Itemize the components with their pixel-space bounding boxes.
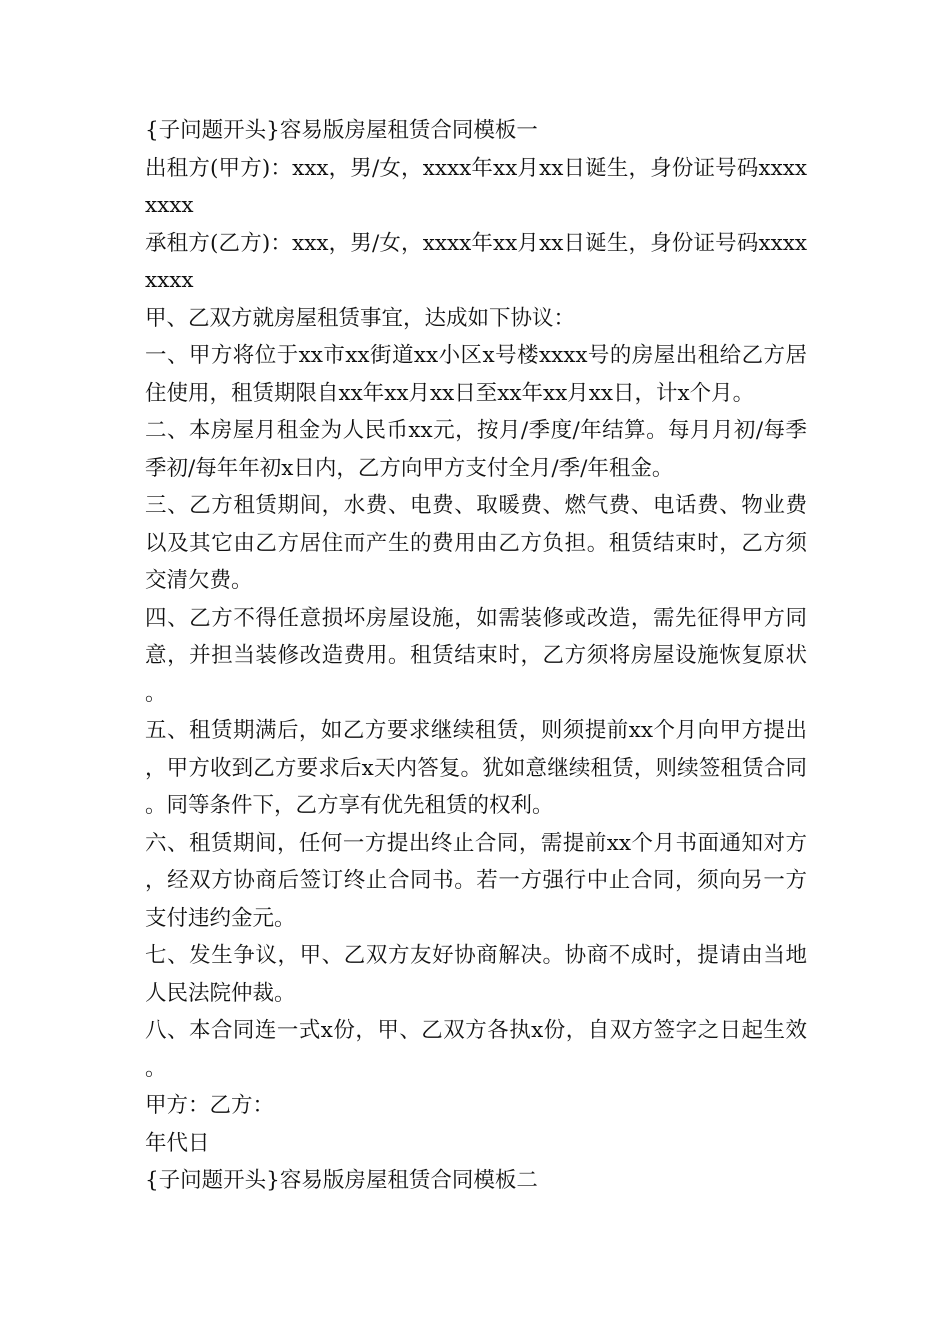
clause-6: 六、租赁期间，任何一方提出终止合同，需提前xx个月书面通知对方，经双方协商后签订终止合同书。若一方强行中止合同，须向另一方支付违约金元。 [145, 830, 807, 931]
signature-line: 甲方：乙方： [145, 1093, 275, 1118]
lessee-info: 承租方(乙方)：xxx，男/女，xxxx年xx月xx日诞生，身份证号码xxxxxxxx [145, 230, 807, 293]
lessor-info: 出租方(甲方)：xxx，男/女，xxxx年xx月xx日诞生，身份证号码xxxxxxxx [145, 155, 807, 218]
agreement-intro: 甲、乙双方就房屋租赁事宜，达成如下协议： [145, 305, 576, 331]
clause-7: 七、发生争议，甲、乙双方友好协商解决。协商不成时，提请由当地人民法院仲裁。 [145, 943, 807, 1006]
date-line: 年代日 [145, 1130, 210, 1156]
clause-3: 三、乙方租赁期间，水费、电费、取暖费、燃气费、电话费、物业费以及其它由乙方居住而产生的费用由乙方负担。租赁结束时，乙方须交清欠费。 [145, 493, 807, 593]
template-one-heading: {子问题开头}容易版房屋租赁合同模板一 [145, 118, 538, 143]
clause-8: 八、本合同连一式x份，甲、乙双方各执x份，自双方签字之日起生效。 [145, 1018, 807, 1081]
document-body [145, 112, 807, 1200]
clause-4: 四、乙方不得任意损坏房屋设施，如需装修或改造，需先征得甲方同意，并担当装修改造费用。租赁结束时，乙方须将房屋设施恢复原状。 [145, 605, 807, 706]
clause-5: 五、租赁期满后，如乙方要求继续租赁，则须提前xx个月向甲方提出，甲方收到乙方要求后x天内答复。犹如意继续租赁，则续签租赁合同。同等条件下，乙方享有优先租赁的权利。 [145, 718, 807, 818]
clause-1: 一、甲方将位于xx市xx街道xx小区x号楼xxxx号的房屋出租给乙方居住使用，租赁期限自xx年xx月xx日至xx年xx月xx日，计x个月。 [145, 343, 807, 406]
clause-2: 二、本房屋月租金为人民币xx元，按月/季度/年结算。每月月初/每季季初/每年年初x日内，乙方向甲方支付全月/季/年租金。 [145, 418, 807, 481]
template-two-heading: {子问题开头}容易版房屋租赁合同模板二 [145, 1168, 538, 1193]
